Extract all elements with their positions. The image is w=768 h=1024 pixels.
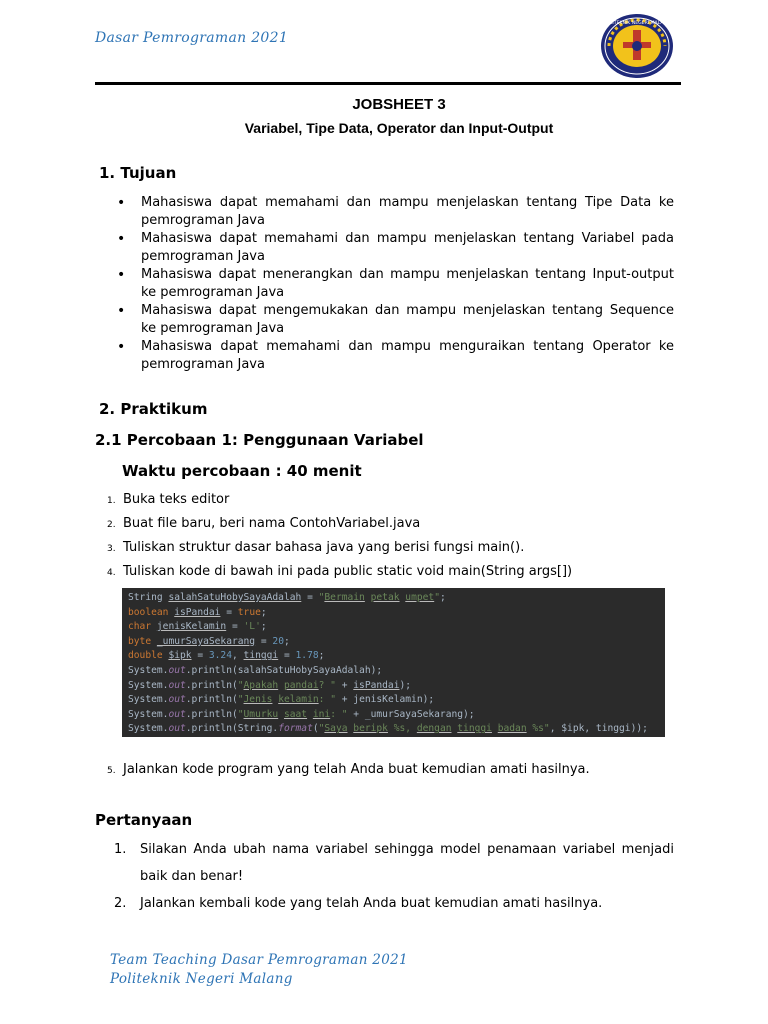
list-item: • Mahasiswa dapat menerangkan dan mampu menjelaskan tentang Input-output ke pemrograman Java xyxy=(117,267,674,300)
header-rule xyxy=(95,82,681,85)
pertanyaan-heading: Pertanyaan xyxy=(95,811,193,829)
section-praktikum-heading: 2. Praktikum xyxy=(99,400,208,418)
code-line: System.out.println(String.format("Saya beripk %s, dengan tinggi badan %s", $ipk, tinggi)); xyxy=(128,723,648,735)
list-item: • Mahasiswa dapat memahami dan mampu menjelaskan tentang Tipe Data ke pemrograman Java xyxy=(117,195,674,228)
code-line: byte _umurSayaSekarang = 20; xyxy=(128,635,290,647)
list-item: 2. Buat file baru, beri nama ContohVariabel.java xyxy=(107,516,421,531)
list-item: 1. Buka teks editor xyxy=(107,492,230,507)
list-item: 2. Jalankan kembali kode yang telah Anda buat kemudian amati hasilnya. xyxy=(114,896,603,911)
question-list xyxy=(114,836,674,917)
code-line: System.out.println("Jenis kelamin: " + jenisKelamin); xyxy=(128,694,435,706)
code-screenshot xyxy=(122,588,665,737)
waktu-percobaan: Waktu percobaan : 40 menit xyxy=(122,462,362,480)
svg-text:POLITEKNIK NEGERI MALANG: POLITEKNIK NEGERI MALANG xyxy=(603,21,671,26)
list-item: 1. Silakan Anda ubah nama variabel sehingga model penamaan variabel menjadi baik dan benar! xyxy=(114,842,674,884)
code-line: System.out.println("Apakah pandai? " + isPandai); xyxy=(128,679,412,691)
code-line: System.out.println("Umurku saat ini: " + _umurSayaSekarang); xyxy=(128,708,475,720)
header-title: Dasar Pemrograman 2021 xyxy=(95,30,289,46)
code-line: double $ipk = 3.24, tinggi = 1.78; xyxy=(128,650,325,662)
step-list xyxy=(107,488,677,584)
jobsheet-subtitle: Variabel, Tipe Data, Operator dan Input-Output xyxy=(244,120,554,136)
list-item: • Mahasiswa dapat mengemukakan dan mampu menjelaskan tentang Sequence ke pemrograman Java xyxy=(117,303,674,336)
tujuan-list xyxy=(116,194,674,374)
code-line: System.out.println(salahSatuHobySayaAdalah); xyxy=(128,664,383,676)
code-line: char jenisKelamin = 'L'; xyxy=(128,621,267,633)
list-item: 4. Tuliskan kode di bawah ini pada public static void main(String args[]) xyxy=(107,564,573,579)
percobaan-heading: 2.1 Percobaan 1: Penggunaan Variabel xyxy=(95,431,424,449)
polinema-logo-icon xyxy=(599,12,675,80)
footer-line2: Politeknik Negeri Malang xyxy=(110,971,293,987)
footer-line1: Team Teaching Dasar Pemrograman 2021 xyxy=(110,952,408,968)
jobsheet-title: JOBSHEET 3 xyxy=(352,96,446,113)
step-list-continued xyxy=(107,758,677,782)
code-line: boolean isPandai = true; xyxy=(128,606,267,618)
code-line: String salahSatuHobySayaAdalah = "Bermain petak umpet"; xyxy=(128,592,446,603)
list-item: 3. Tuliskan struktur dasar bahasa java yang berisi fungsi main(). xyxy=(107,540,525,555)
list-item: • Mahasiswa dapat memahami dan mampu menguraikan tentang Operator ke pemrograman Java xyxy=(117,339,674,372)
section-tujuan-heading: 1. Tujuan xyxy=(99,164,177,182)
list-item: 5. Jalankan kode program yang telah Anda buat kemudian amati hasilnya. xyxy=(107,762,590,777)
list-item: • Mahasiswa dapat memahami dan mampu menjelaskan tentang Variabel pada pemrograman Java xyxy=(117,231,674,264)
